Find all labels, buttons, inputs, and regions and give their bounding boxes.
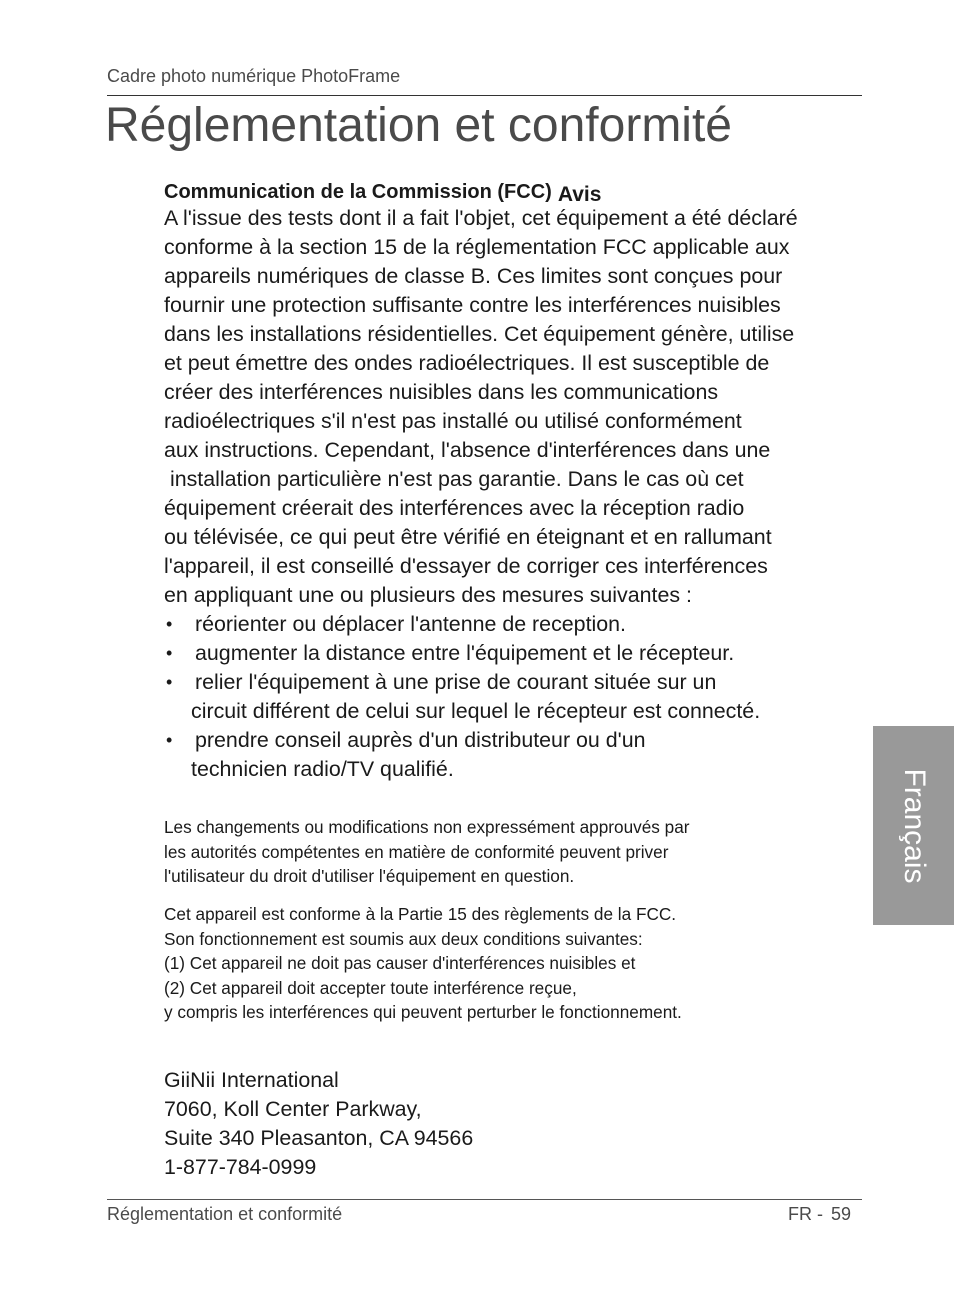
- list-item-text: prendre conseil auprès d'un distributeur ou d'un: [195, 728, 646, 752]
- bullet-icon: •: [166, 730, 173, 750]
- bullet-icon: •: [166, 614, 173, 634]
- fcc-line: dans les installations résidentielles. Cet équipement génère, utilise: [164, 322, 795, 346]
- fcc-heading-text: Communication de la Commission (FCC): [164, 181, 552, 203]
- part15-notice: [164, 902, 844, 1025]
- list-item-text: réorienter ou déplacer l'antenne de reception.: [195, 612, 626, 636]
- address-suite-city: Suite 340 Pleasanton, CA 94566: [164, 1126, 474, 1150]
- company-address: [164, 1066, 473, 1182]
- list-item-text-cont: technicien radio/TV qualifié.: [191, 757, 454, 781]
- page-number-block: [788, 1204, 851, 1225]
- notice-line: y compris les interférences qui peuvent perturber le fonctionnement.: [164, 1002, 682, 1022]
- fcc-heading: [164, 180, 894, 204]
- list-item-text: relier l'équipement à une prise de courant située sur un: [195, 670, 717, 694]
- fcc-line: conforme à la section 15 de la réglementation FCC applicable aux: [164, 235, 790, 259]
- phone-number: 1-877-784-0999: [164, 1155, 317, 1179]
- list-item-text-cont: circuit différent de celui sur lequel le récepteur est connecté.: [191, 699, 761, 723]
- notice-line: Les changements ou modifications non expressément approuvés par: [164, 817, 690, 837]
- list-item-text: augmenter la distance entre l'équipement et le récepteur.: [195, 641, 735, 665]
- fcc-line: appareils numériques de classe B. Ces limites sont conçues pour: [164, 264, 783, 288]
- fcc-line: installation particulière n'est pas garantie. Dans le cas où cet: [164, 467, 744, 491]
- page-title: Réglementation et conformité: [105, 99, 732, 152]
- bullet-icon: •: [166, 643, 173, 663]
- fcc-line: et peut émettre des ondes radioélectriques. Il est susceptible de: [164, 351, 770, 375]
- fcc-line: fournir une protection suffisante contre les interférences nuisibles: [164, 293, 781, 317]
- fcc-line: équipement créerait des interférences avec la réception radio: [164, 496, 745, 520]
- fcc-heading-avis: Avis: [557, 183, 602, 206]
- notice-line: Son fonctionnement est soumis aux deux conditions suivantes:: [164, 928, 643, 949]
- list-item: [164, 668, 894, 726]
- fcc-section: [164, 180, 894, 784]
- bullet-icon: •: [166, 672, 173, 692]
- language-tab: [873, 726, 954, 925]
- notice-line: Cet appareil est conforme à la Partie 15 des règlements de la FCC.: [164, 904, 677, 924]
- notice-line: l'utilisateur du droit d'utiliser l'équipement en question.: [164, 866, 575, 886]
- footer-lang-prefix: FR -: [788, 1204, 823, 1224]
- company-name: GiiNii International: [164, 1068, 339, 1092]
- notice-line: (2) Cet appareil doit accepter toute interférence reçue,: [164, 977, 577, 998]
- fcc-line: radioélectriques s'il n'est pas installé ou utilisé conformément: [164, 409, 742, 433]
- list-item: [164, 639, 894, 668]
- notice-line: les autorités compétentes en matière de conformité peuvent priver: [164, 841, 669, 862]
- fcc-paragraph: [164, 204, 894, 610]
- language-tab-label: Français: [897, 767, 931, 884]
- changes-notice: [164, 815, 844, 889]
- header-rule: [107, 95, 862, 96]
- fcc-line: en appliquant une ou plusieurs des mesures suivantes :: [164, 583, 692, 607]
- list-item: [164, 726, 894, 784]
- list-item: [164, 610, 894, 639]
- page-number: 59: [831, 1204, 852, 1224]
- running-header: Cadre photo numérique PhotoFrame: [107, 66, 401, 86]
- fcc-line: aux instructions. Cependant, l'absence d'interférences dans une: [164, 438, 771, 462]
- footer-rule: [107, 1199, 862, 1200]
- notice-line: (1) Cet appareil ne doit pas causer d'interférences nuisibles et: [164, 953, 636, 973]
- measures-list: [164, 610, 894, 784]
- fcc-line: ou télévisée, ce qui peut être vérifié en éteignant et en rallumant: [164, 525, 772, 549]
- fcc-line: créer des interférences nuisibles dans les communications: [164, 380, 719, 404]
- footer-section-title: Réglementation et conformité: [107, 1204, 343, 1224]
- fcc-line: A l'issue des tests dont il a fait l'objet, cet équipement a été déclaré: [164, 206, 798, 230]
- fcc-line: l'appareil, il est conseillé d'essayer de corriger ces interférences: [164, 554, 768, 578]
- address-street: 7060, Koll Center Parkway,: [164, 1097, 422, 1121]
